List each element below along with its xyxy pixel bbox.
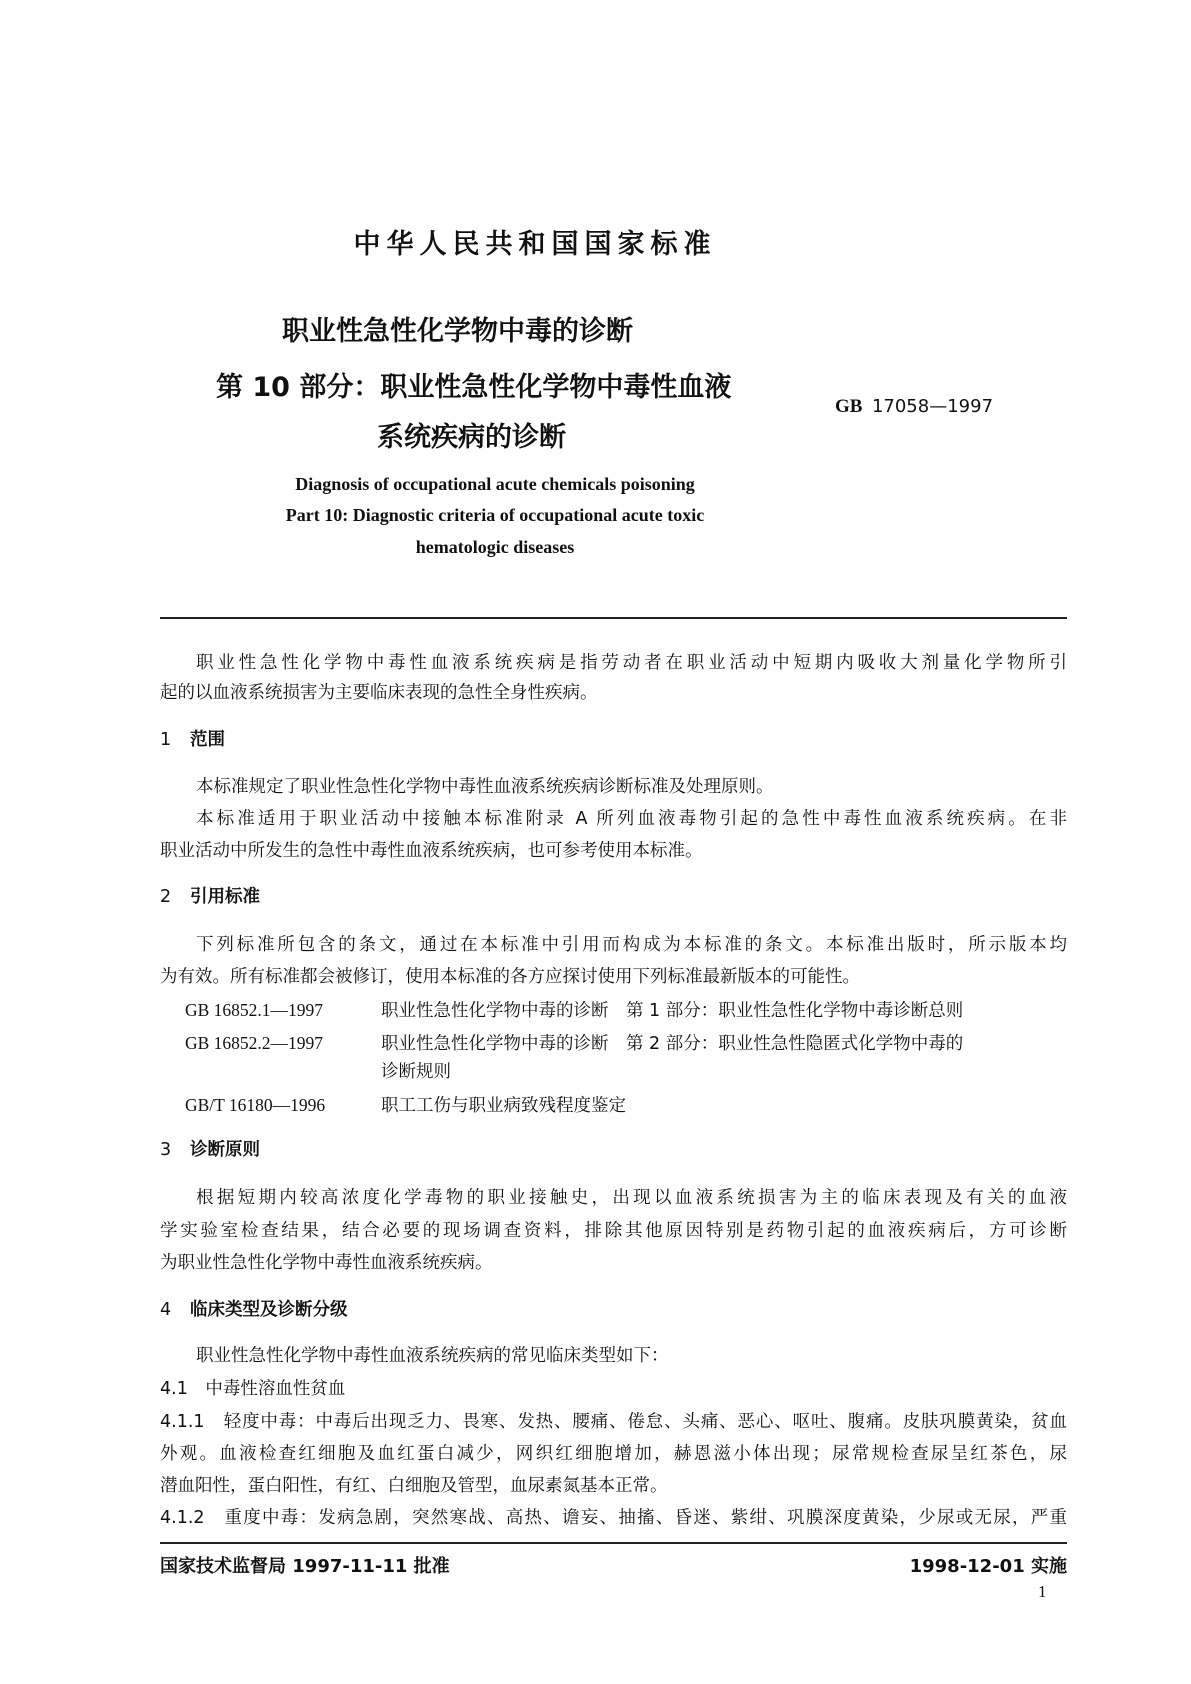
section-heading-4: 4 临床类型及诊断分级 bbox=[160, 1300, 348, 1320]
english-title-1: Diagnosis of occupational acute chemicals poisoning bbox=[295, 474, 695, 494]
section-heading-2: 2 引用标准 bbox=[160, 887, 260, 907]
body-line: 学实验室检查结果，结合必要的现场调查资料，排除其他原因特别是药物引起的血液疾病后，方可诊断 bbox=[160, 1221, 1067, 1241]
body-line: 本标准规定了职业性急性化学物中毒性血液系统疾病诊断标准及处理原则。 bbox=[196, 777, 774, 797]
subsection-4-1: 4.1 中毒性溶血性贫血 bbox=[160, 1379, 346, 1399]
standard-code-number: 17058—1997 bbox=[871, 396, 994, 417]
reference-item: GB/T 16180—1996 职工工伤与职业病致残程度鉴定 bbox=[185, 1095, 626, 1116]
title-line-3: 系统疾病的诊断 bbox=[377, 422, 566, 453]
header-divider bbox=[160, 617, 1067, 619]
standard-code-prefix: GB bbox=[835, 396, 863, 417]
title-line-1: 职业性急性化学物中毒的诊断 bbox=[282, 316, 633, 347]
standard-code bbox=[835, 396, 993, 418]
body-line: 为职业性急性化学物中毒性血液系统疾病。 bbox=[160, 1253, 493, 1273]
body-line: 本标准适用于职业活动中接触本标准附录 A 所列血液毒物引起的急性中毒性血液系统疾病。在非 bbox=[196, 809, 1068, 829]
body-line: 4.1.1 轻度中毒：中毒后出现乏力、畏寒、发热、腰痛、倦怠、头痛、恶心、呕吐、腹痛。皮肤巩膜黄染，贫血 bbox=[160, 1412, 1067, 1432]
section-heading-1: 1 范围 bbox=[160, 730, 225, 750]
page-number: 1 bbox=[1038, 1582, 1047, 1601]
body-line: 为有效。所有标准都会被修订，使用本标准的各方应探讨使用下列标准最新版本的可能性。 bbox=[160, 967, 860, 987]
section-heading-3: 3 诊断原则 bbox=[160, 1140, 260, 1160]
english-title-2: Part 10: Diagnostic criteria of occupational acute toxic bbox=[285, 505, 705, 525]
body-line: 职业性急性化学物中毒性血液系统疾病的常见临床类型如下： bbox=[196, 1346, 669, 1366]
body-line: 下列标准所包含的条文，通过在本标准中引用而构成为本标准的条文。本标准出版时，所示版本均 bbox=[196, 935, 1067, 955]
title-line-2: 第 10 部分：职业性急性化学物中毒性血液 bbox=[216, 372, 732, 403]
reference-item-continuation: 诊断规则 bbox=[381, 1062, 451, 1082]
standard-header: 中华人民共和国国家标准 bbox=[353, 229, 717, 260]
body-line: 潜血阳性，蛋白阳性，有红、白细胞及管型，血尿素氮基本正常。 bbox=[160, 1476, 668, 1496]
body-line: 职业活动中所发生的急性中毒性血液系统疾病，也可参考使用本标准。 bbox=[160, 841, 703, 861]
body-line: 外观。血液检查红细胞及血红蛋白减少，网织红细胞增加，赫恩滋小体出现；尿常规检查尿呈红茶色，尿 bbox=[160, 1444, 1067, 1464]
reference-item: GB 16852.2—1997 职业性急性化学物中毒的诊断 第 2 部分：职业性急性隐匿式化学物中毒的 bbox=[185, 1033, 964, 1054]
effective-date: 1998-12-01 实施 bbox=[909, 1556, 1067, 1577]
approval-date: 国家技术监督局 1997-11-11 批准 bbox=[160, 1556, 450, 1577]
english-title-3: hematologic diseases bbox=[415, 537, 575, 557]
body-line: 4.1.2 重度中毒：发病急剧，突然寒战、高热、谵妄、抽搐、昏迷、紫绀、巩膜深度黄染，少尿或无尿，严重 bbox=[160, 1508, 1067, 1528]
footer-divider bbox=[160, 1542, 1067, 1544]
reference-item: GB 16852.1—1997 职业性急性化学物中毒的诊断 第 1 部分：职业性急性化学物中毒诊断总则 bbox=[185, 1000, 964, 1021]
body-line: 根据短期内较高浓度化学毒物的职业接触史，出现以血液系统损害为主的临床表现及有关的血液 bbox=[196, 1188, 1067, 1208]
intro-line: 职业性急性化学物中毒性血液系统疾病是指劳动者在职业活动中短期内吸收大剂量化学物所引 bbox=[196, 653, 1067, 673]
intro-line: 起的以血液系统损害为主要临床表现的急性全身性疾病。 bbox=[160, 683, 598, 703]
